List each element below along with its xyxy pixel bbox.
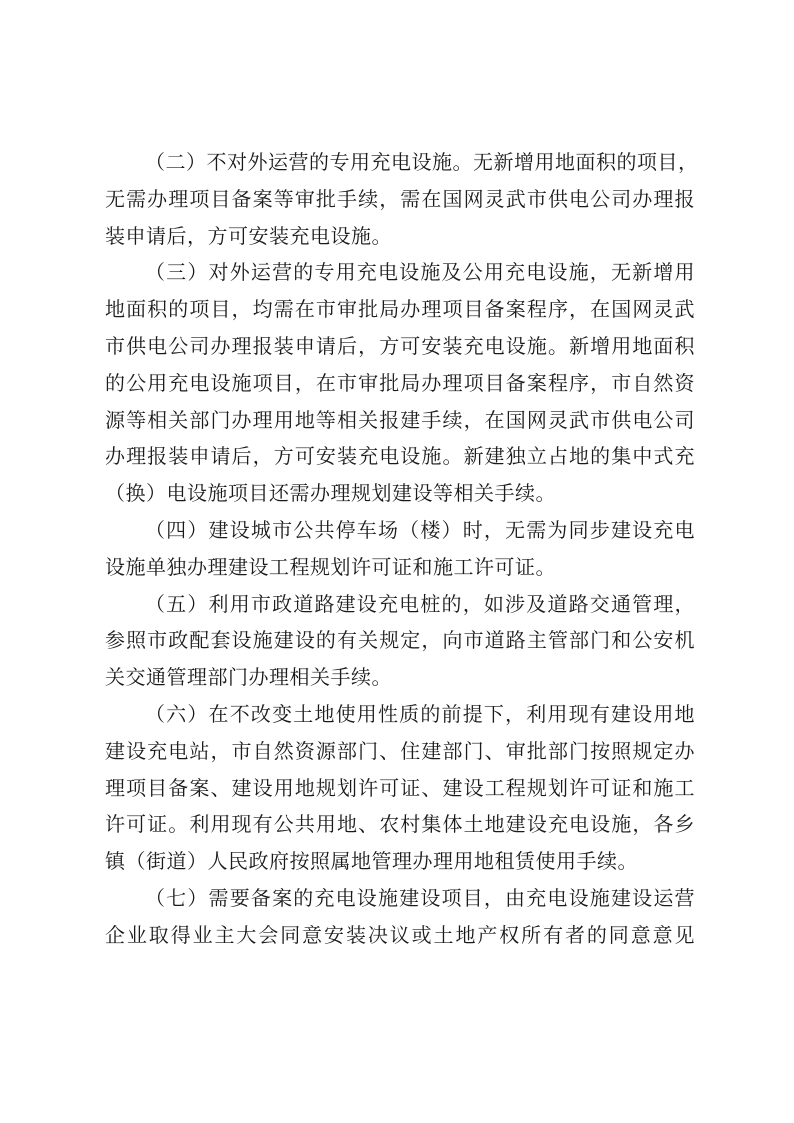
text-line: 源等相关部门办理用地等相关报建手续，在国网灵武市供电公司 <box>105 407 695 432</box>
text-line: （五）利用市政道路建设充电桩的，如涉及道路交通管理， <box>145 591 695 616</box>
paragraph-p2 <box>105 144 699 254</box>
text-line: （换）电设施项目还需办理规划建设等相关手续。 <box>105 481 556 506</box>
text-line: （三）对外运营的专用充电设施及公用充电设施，无新增用 <box>145 260 695 285</box>
text-line: 装申请后，方可安装充电设施。 <box>105 223 392 248</box>
text-line: （六）在不改变土地使用性质的前提下，利用现有建设用地 <box>145 701 695 726</box>
text-line: 参照市政配套设施建设的有关规定，向市道路主管部门和公安机 <box>105 628 695 653</box>
text-line: 镇（街道）人民政府按照属地管理办理用地租赁使用手续。 <box>105 849 638 874</box>
paragraph-p4 <box>105 512 695 586</box>
text-line: 企业取得业主大会同意安装决议或土地产权所有者的同意意见 <box>105 922 695 947</box>
text-line: 设施单独办理建设工程规划许可证和施工许可证。 <box>105 554 556 579</box>
text-line: （二）不对外运营的专用充电设施。无新增用地面积的项目， <box>145 150 699 174</box>
text-line: 关交通管理部门办理相关手续。 <box>105 665 392 690</box>
paragraph-p5 <box>105 586 695 696</box>
text-line: 无需办理项目备案等审批手续，需在国网灵武市供电公司办理报 <box>105 186 695 211</box>
text-line: （七）需要备案的充电设施建设项目，由充电设施建设运营 <box>145 885 695 910</box>
document-body <box>105 144 699 954</box>
paragraph-p6 <box>105 696 695 880</box>
paragraph-p7 <box>105 880 695 954</box>
paragraph-p3 <box>105 254 695 512</box>
text-line: 市供电公司办理报装申请后，方可安装充电设施。新增用地面积 <box>105 333 695 358</box>
text-line: 理项目备案、建设用地规划许可证、建设工程规划许可证和施工 <box>105 775 695 800</box>
text-line: （四）建设城市公共停车场（楼）时，无需为同步建设充电 <box>145 517 695 542</box>
text-line: 的公用充电设施项目，在市审批局办理项目备案程序，市自然资 <box>105 370 695 395</box>
text-line: 建设充电站，市自然资源部门、住建部门、审批部门按照规定办 <box>105 738 695 763</box>
text-line: 许可证。利用现有公共用地、农村集体土地建设充电设施，各乡 <box>105 812 695 837</box>
text-line: 地面积的项目，均需在市审批局办理项目备案程序，在国网灵武 <box>105 297 695 322</box>
text-line: 办理报装申请后，方可安装充电设施。新建独立占地的集中式充 <box>105 444 695 469</box>
